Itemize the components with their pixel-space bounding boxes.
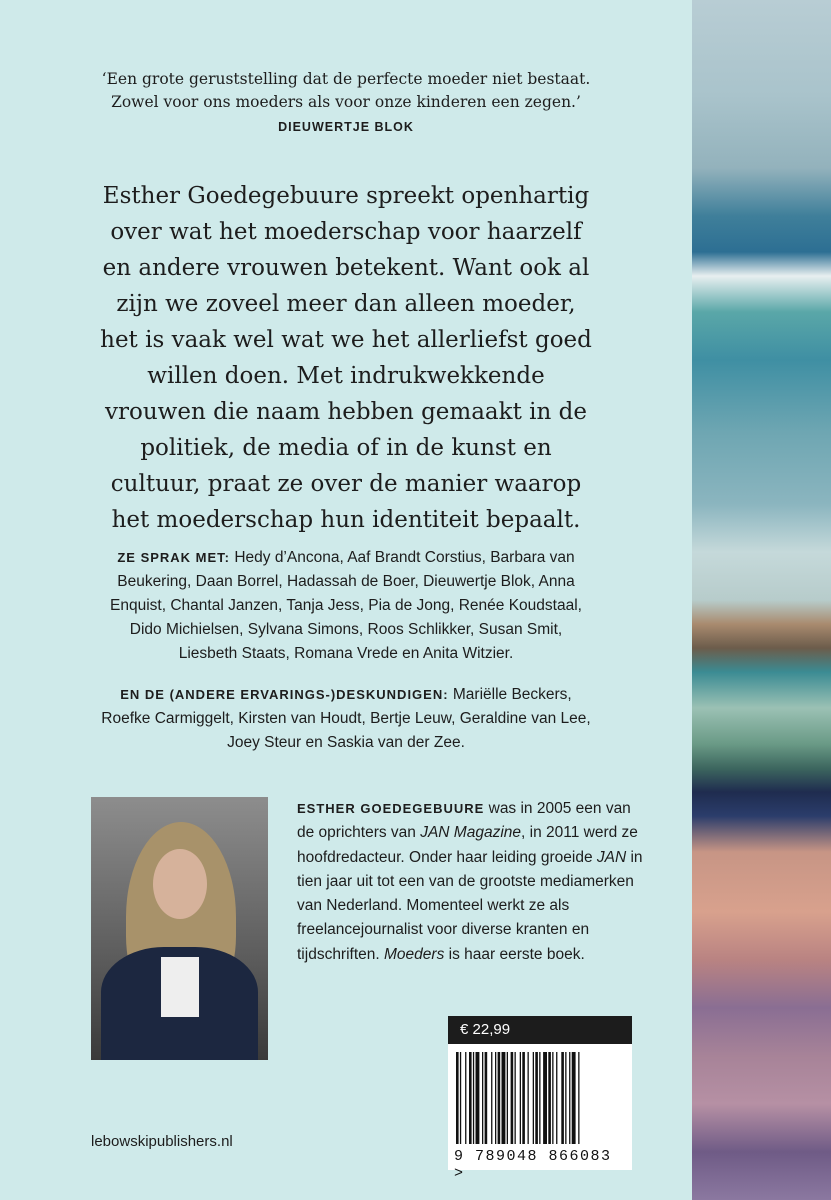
- author-photo: [91, 797, 268, 1060]
- barcode-bar: [543, 1052, 547, 1144]
- experts-names: Mariëlle Beckers, Roefke Carmiggelt, Kirsten van Houdt, Bertje Leuw, Geraldine van Lee, Joey Steur en Saskia van der Zee.: [101, 686, 591, 751]
- magazine-short-title: JAN: [596, 848, 627, 866]
- book-title: Moeders: [384, 945, 445, 963]
- author-bio: ESTHER GOEDEGEBUURE was in 2005 een van de oprichters van JAN Magazine, in 2011 werd ze hoofdredacteur. Onder haar leiding groeide JAN in tien jaar uit tot een van de grootste mediamerken van Nederland. Momenteel werkt ze als freelancejournalist voor diverse kranten en tijdschriften. Moeders is haar eerste boek.: [297, 800, 643, 963]
- barcode-bar: [539, 1052, 540, 1144]
- interviewees-label: ZE SPRAK MET:: [117, 550, 231, 565]
- barcode-bar: [469, 1052, 472, 1144]
- barcode-bar: [528, 1052, 529, 1144]
- barcode-bar: [495, 1052, 496, 1144]
- isbn-number: 9 789048 866083 >: [454, 1148, 612, 1182]
- price-label: € 22,99: [448, 1016, 632, 1044]
- barcode-bar: [515, 1052, 516, 1144]
- review-quote: [60, 68, 632, 139]
- barcode-bar: [465, 1052, 466, 1144]
- barcode-bar: [473, 1052, 474, 1144]
- barcode-bar: [548, 1052, 551, 1144]
- barcode-bar: [572, 1052, 576, 1144]
- book-blurb: Esther Goedegebuure spreekt openhartig over wat het moederschap voor haarzelf en andere vrouwen betekent. Want ook al zijn we zoveel meer dan alleen moeder, het is vaak wel wat we het allerliefst goed willen doen. Met indrukwekkende vrouwen die naam hebben gemaakt in de politiek, de media of in de kunst en cultuur, praat ze over de manier waarop het moederschap hun identiteit bepaalt.: [100, 183, 592, 533]
- barcode-bar: [507, 1052, 508, 1144]
- barcode-bar: [476, 1052, 480, 1144]
- barcode-bar: [552, 1052, 553, 1144]
- barcode-bar: [578, 1052, 579, 1144]
- quote-line-2: Zowel voor ons moeders als voor onze kinderen een zegen.’: [111, 93, 581, 111]
- cover-painting-strip: [692, 0, 831, 1200]
- barcode-bar: [561, 1052, 564, 1144]
- barcode-bar: [535, 1052, 538, 1144]
- barcode-bar: [569, 1052, 570, 1144]
- barcode-bar: [460, 1052, 461, 1144]
- experts-list: [100, 683, 592, 755]
- quote-line-1: ‘Een grote geruststelling dat de perfecte moeder niet bestaat.: [101, 70, 591, 88]
- barcode-bars: [448, 1044, 632, 1148]
- interviewees-list: [100, 546, 592, 666]
- barcode-bar: [565, 1052, 566, 1144]
- barcode-bar: [533, 1052, 534, 1144]
- barcode-bar: [511, 1052, 514, 1144]
- experts-label: EN DE (ANDERE ERVARINGS-)DESKUNDIGEN:: [120, 687, 449, 702]
- author-name: ESTHER GOEDEGEBUURE: [297, 801, 485, 816]
- barcode-bar: [456, 1052, 459, 1144]
- barcode-bar: [482, 1052, 483, 1144]
- barcode-bar: [498, 1052, 501, 1144]
- quote-author: DIEUWERTJE BLOK: [278, 120, 414, 134]
- publisher-website: lebowskipublishers.nl: [91, 1133, 233, 1150]
- interviewees-names: Hedy d’Ancona, Aaf Brandt Corstius, Barbara van Beukering, Daan Borrel, Hadassah de Boer, Dieuwertje Blok, Anna Enquist, Chantal Janzen, Tanja Jess, Pia de Jong, Renée Koudstaal, Dido Michielsen, Sylvana Simons, Roos Schlikker, Susan Smit, Liesbeth Staats, Romana Vrede en Anita Witzier.: [110, 549, 582, 662]
- magazine-title: JAN Magazine: [420, 824, 522, 842]
- barcode-bar: [491, 1052, 492, 1144]
- barcode-bar: [522, 1052, 525, 1144]
- barcode: [448, 1044, 632, 1182]
- barcode-bar: [485, 1052, 488, 1144]
- barcode-bar: [556, 1052, 557, 1144]
- barcode-bar: [520, 1052, 521, 1144]
- barcode-bar: [502, 1052, 506, 1144]
